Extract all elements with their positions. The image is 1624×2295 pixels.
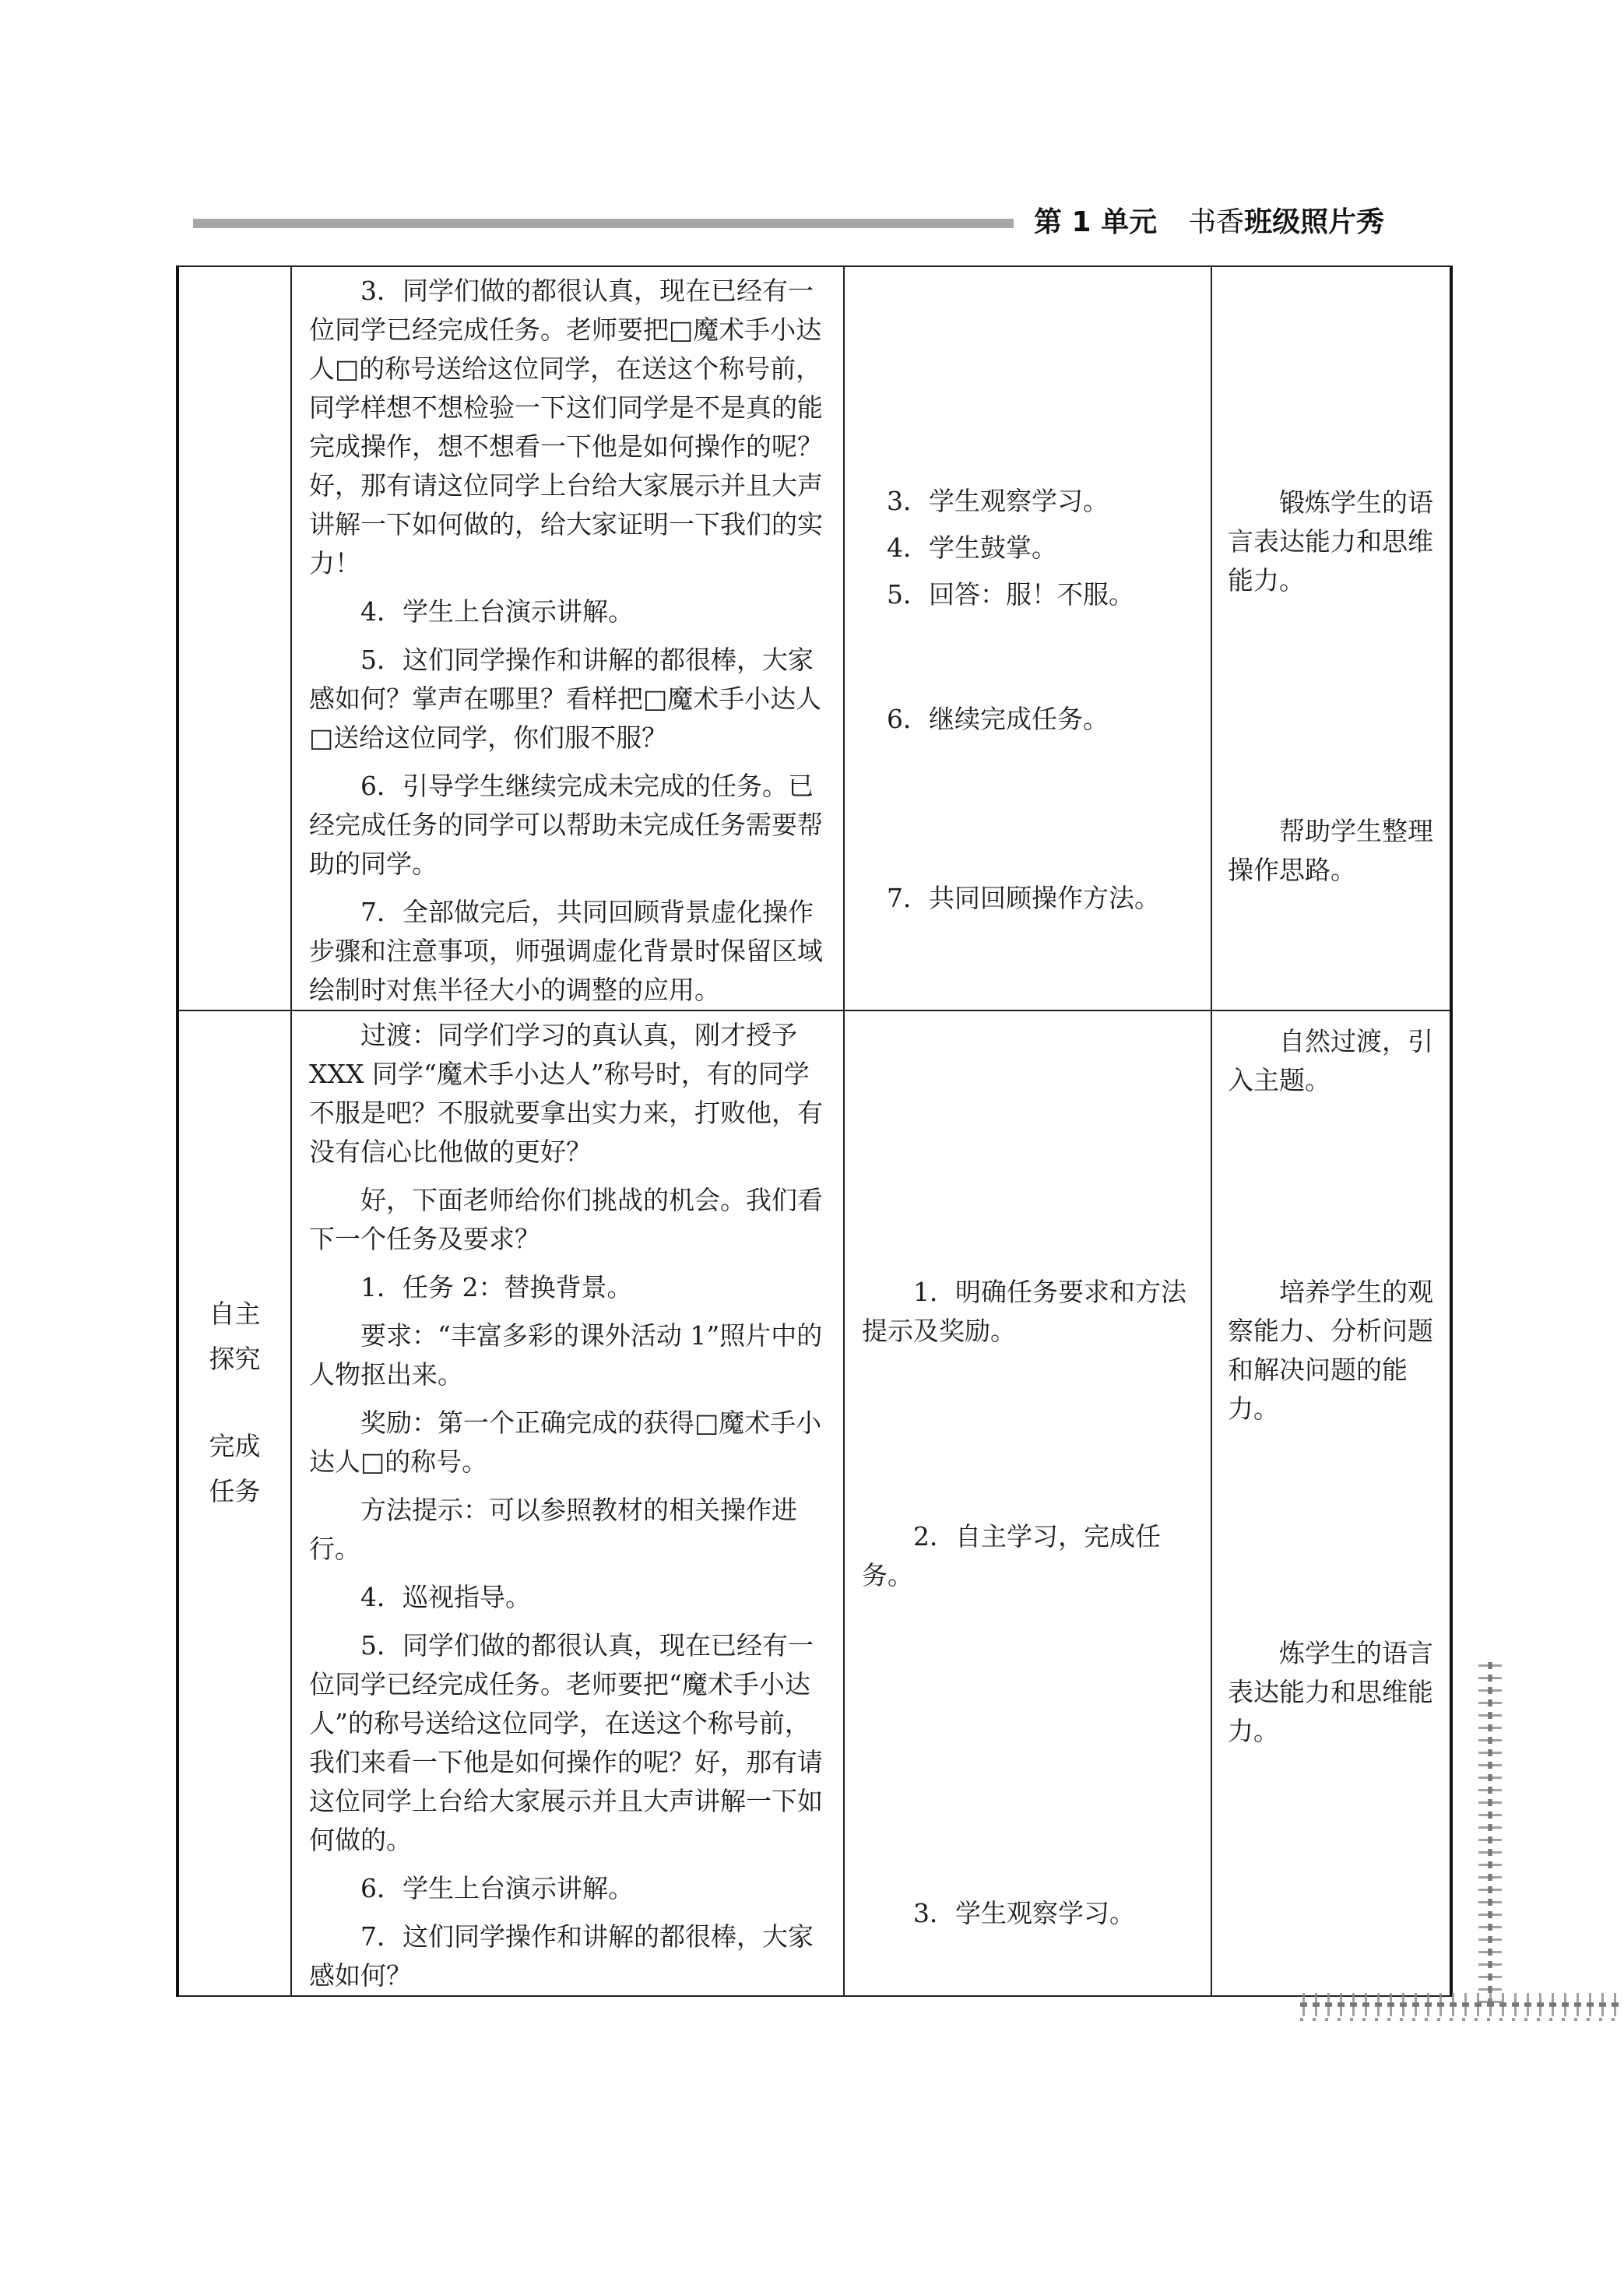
decorative-dotted-border-horizontal xyxy=(1300,2018,1624,2021)
teacher-step: 7．这们同学操作和讲解的都很棒，大家感如何？ xyxy=(309,1921,814,1991)
student-step: 4．学生鼓掌。 xyxy=(887,532,1057,563)
teacher-step: 要求：“丰富多彩的课外活动 1”照片中的人物抠出来。 xyxy=(309,1320,823,1390)
intent-text: 锻炼学生的语言表达能力和思维能力。 xyxy=(1228,487,1433,596)
teacher-step: 方法提示：可以参照教材的相关操作进行。 xyxy=(309,1495,797,1564)
teacher-activity-cell xyxy=(291,1010,844,1996)
header-rule xyxy=(193,219,1014,228)
student-step: 1．明确任务要求和方法提示及奖励。 xyxy=(862,1277,1186,1346)
student-step: 7．共同回顾操作方法。 xyxy=(887,883,1160,913)
teacher-step: 7．全部做完后，共同回顾背景虚化操作步骤和注意事项，师强调虚化背景时保留区域绘制时对焦半径大小的调整的应用。 xyxy=(309,897,823,1005)
unit-label: 第 1 单元 xyxy=(1034,206,1158,238)
title-bold: 班级照片秀 xyxy=(1244,206,1385,238)
teacher-step: 6．学生上台演示讲解。 xyxy=(360,1873,634,1903)
student-step: 5．回答：服！不服。 xyxy=(887,579,1134,610)
student-activity-cell xyxy=(844,1010,1211,1996)
student-step: 6．继续完成任务。 xyxy=(887,704,1109,734)
table-row xyxy=(178,266,1451,1010)
teacher-step: 过渡：同学们学习的真认真，刚才授予XXX 同学“魔术手小达人”称号时，有的同学不服是吧？不服就要拿出实力来，打败他，有没有信心比他做的更好？ xyxy=(309,1020,823,1167)
teacher-step: 4．巡视指导。 xyxy=(360,1582,531,1612)
intent-text: 自然过渡，引入主题。 xyxy=(1228,1026,1433,1095)
intent-text: 培养学生的观察能力、分析问题和解决问题的能力。 xyxy=(1228,1277,1433,1424)
teacher-step: 5．同学们做的都很认真，现在已经有一位同学已经完成任务。老师要把“魔术手小达人”的称号送给这位同学，在送这个称号前，我们来看一下他是如何操作的呢？好，那有请这位同学上台给大家展示并且大声讲解一下如何做的。 xyxy=(309,1630,823,1855)
table-row xyxy=(178,1010,1451,1996)
intent-text: 帮助学生整理操作思路。 xyxy=(1228,816,1433,885)
student-activity-cell xyxy=(844,266,1211,1010)
student-step: 3．学生观察学习。 xyxy=(887,486,1109,516)
stage-label-line: 任务 xyxy=(209,1476,261,1506)
page-header-title xyxy=(1034,201,1384,244)
design-intent-cell xyxy=(1211,266,1451,1010)
teacher-step: 6．引导学生继续完成未完成的任务。已经完成任务的同学可以帮助未完成任务需要帮助的同学。 xyxy=(309,771,823,879)
stage-label-line: 自主 xyxy=(209,1299,261,1329)
teacher-step: 3．同学们做的都很认真，现在已经有一位同学已经完成任务。老师要把□魔术手小达人□的称号送给这位同学，在送这个称号前，同学样想不想检验一下这们同学是不是真的能完成操作，想不想看一下他是如何操作的呢？好，那有请这位同学上台给大家展示并且大声讲解一下如何做的，给大家证明一下我们的实力！ xyxy=(309,276,823,578)
lesson-plan-table xyxy=(176,265,1453,1997)
stage-label-line: 探究 xyxy=(209,1344,261,1374)
title-plain: 书香 xyxy=(1188,206,1245,238)
teacher-step: 好，下面老师给你们挑战的机会。我们看下一个任务及要求？ xyxy=(309,1185,823,1254)
student-step: 3．学生观察学习。 xyxy=(913,1898,1135,1928)
teacher-step: 1．任务 2：替换背景。 xyxy=(360,1272,633,1302)
student-step: 2．自主学习，完成任务。 xyxy=(862,1521,1161,1590)
stage-cell xyxy=(178,1010,291,1996)
teacher-step: 4．学生上台演示讲解。 xyxy=(360,596,634,627)
teacher-step: 5．这们同学操作和讲解的都很棒，大家感如何？掌声在哪里？看样把□魔术手小达人□送给这位同学，你们服不服？ xyxy=(309,645,822,753)
teacher-activity-cell xyxy=(291,266,844,1010)
teacher-step: 奖励：第一个正确完成的获得□魔术手小达人□的称号。 xyxy=(309,1408,822,1477)
design-intent-cell xyxy=(1211,1010,1451,1996)
stage-label-line: 完成 xyxy=(209,1431,261,1461)
intent-text: 炼学生的语言表达能力和思维能力。 xyxy=(1228,1638,1433,1746)
stage-cell xyxy=(178,266,291,1010)
